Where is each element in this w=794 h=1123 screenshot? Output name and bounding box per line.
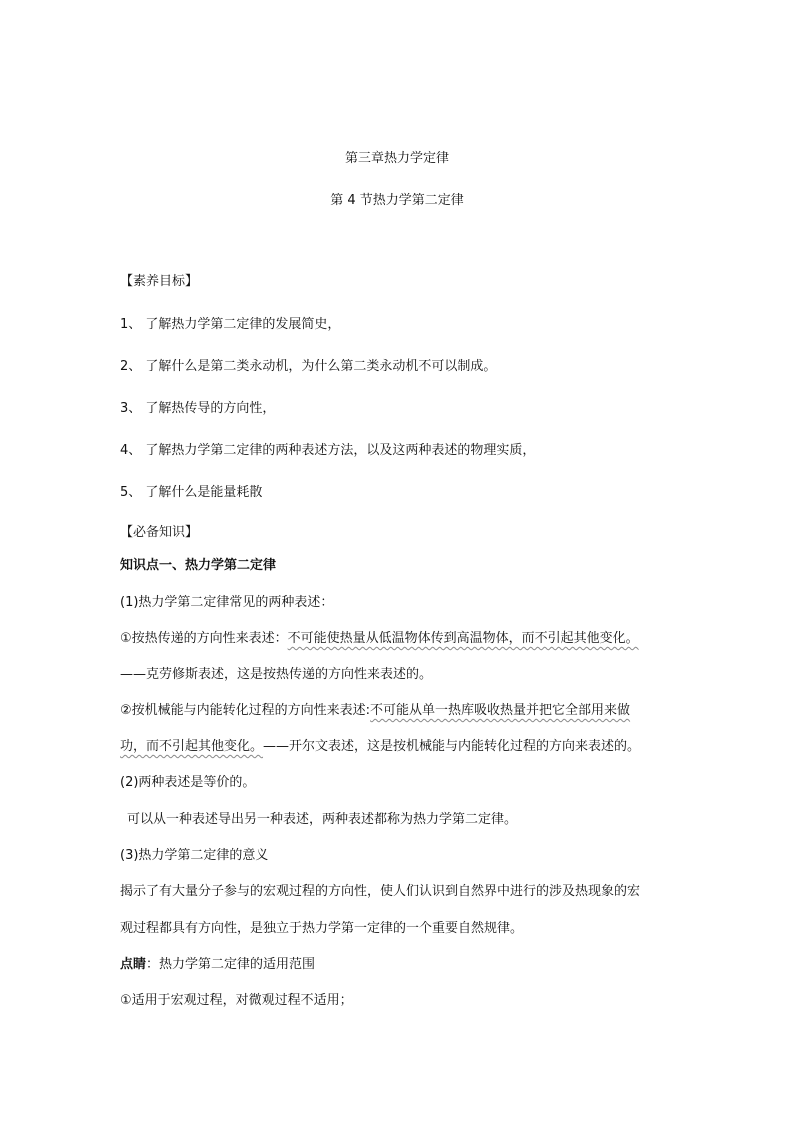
statement-2-prefix: ②按机械能与内能转化过程的方向性来表述: (120, 703, 371, 718)
statement-1-underlined: 不可能使热量从低温物体传到高温物体，而不引起其他变化。 (287, 631, 639, 646)
goal-item-1: 1、 了解热力学第二定律的发展简史， (120, 317, 341, 332)
statement-2-note: ——开尔文表述，这是按机械能与内能转化过程的方向来表述的。 (263, 739, 641, 754)
significance-text-line-2: 观过程都具有方向性，是独立于热力学第一定律的一个重要自然规律。 (120, 921, 524, 936)
statement-2-cont (120, 738, 640, 756)
statement-1-prefix: ①按热传递的方向性来表述： (120, 631, 288, 646)
goals-heading: 【素养目标】 (120, 274, 199, 289)
tip-item-1: ①适用于宏观过程，对微观过程不适用； (120, 993, 353, 1008)
goal-item-2: 2、 了解什么是第二类永动机，为什么第二类永动机不可以制成。 (120, 359, 497, 374)
tip-line (120, 956, 315, 974)
statement-intro: (1)热力学第二定律常见的两种表述： (120, 595, 334, 610)
equivalence-label: (2)两种表述是等价的。 (120, 775, 256, 790)
statement-2-underlined-b: 功，而不引起其他变化。 (120, 739, 264, 754)
significance-text-line-1: 揭示了有大量分子参与的宏观过程的方向性，使人们认识到自然界中进行的涉及热现象的宏 (120, 884, 641, 899)
statement-1 (120, 630, 639, 648)
knowledge-point-title: 知识点一、热力学第二定律 (120, 558, 277, 573)
goal-item-4: 4、 了解热力学第二定律的两种表述方法，以及这两种表述的物理实质， (120, 443, 536, 458)
statement-2-underlined-a: 不可能从单一热库吸收热量并把它全部用来做 (370, 703, 631, 718)
section-title: 第 4 节热力学第二定律 (330, 193, 464, 208)
tip-label: 点睛 (120, 957, 147, 972)
chapter-title: 第三章热力学定律 (344, 151, 449, 166)
statement-1-note: ——克劳修斯表述，这是按热传递的方向性来表述的。 (120, 667, 433, 682)
goal-item-3: 3、 了解热传导的方向性， (120, 401, 276, 416)
statement-2 (120, 702, 630, 720)
goal-item-5: 5、 了解什么是能量耗散 (120, 485, 263, 500)
significance-label: (3)热力学第二定律的意义 (120, 848, 269, 863)
equivalence-text: 可以从一种表述导出另一种表述，两种表述都称为热力学第二定律。 (127, 812, 518, 827)
tip-text: ：热力学第二定律的适用范围 (146, 957, 316, 972)
knowledge-heading: 【必备知识】 (120, 525, 199, 540)
